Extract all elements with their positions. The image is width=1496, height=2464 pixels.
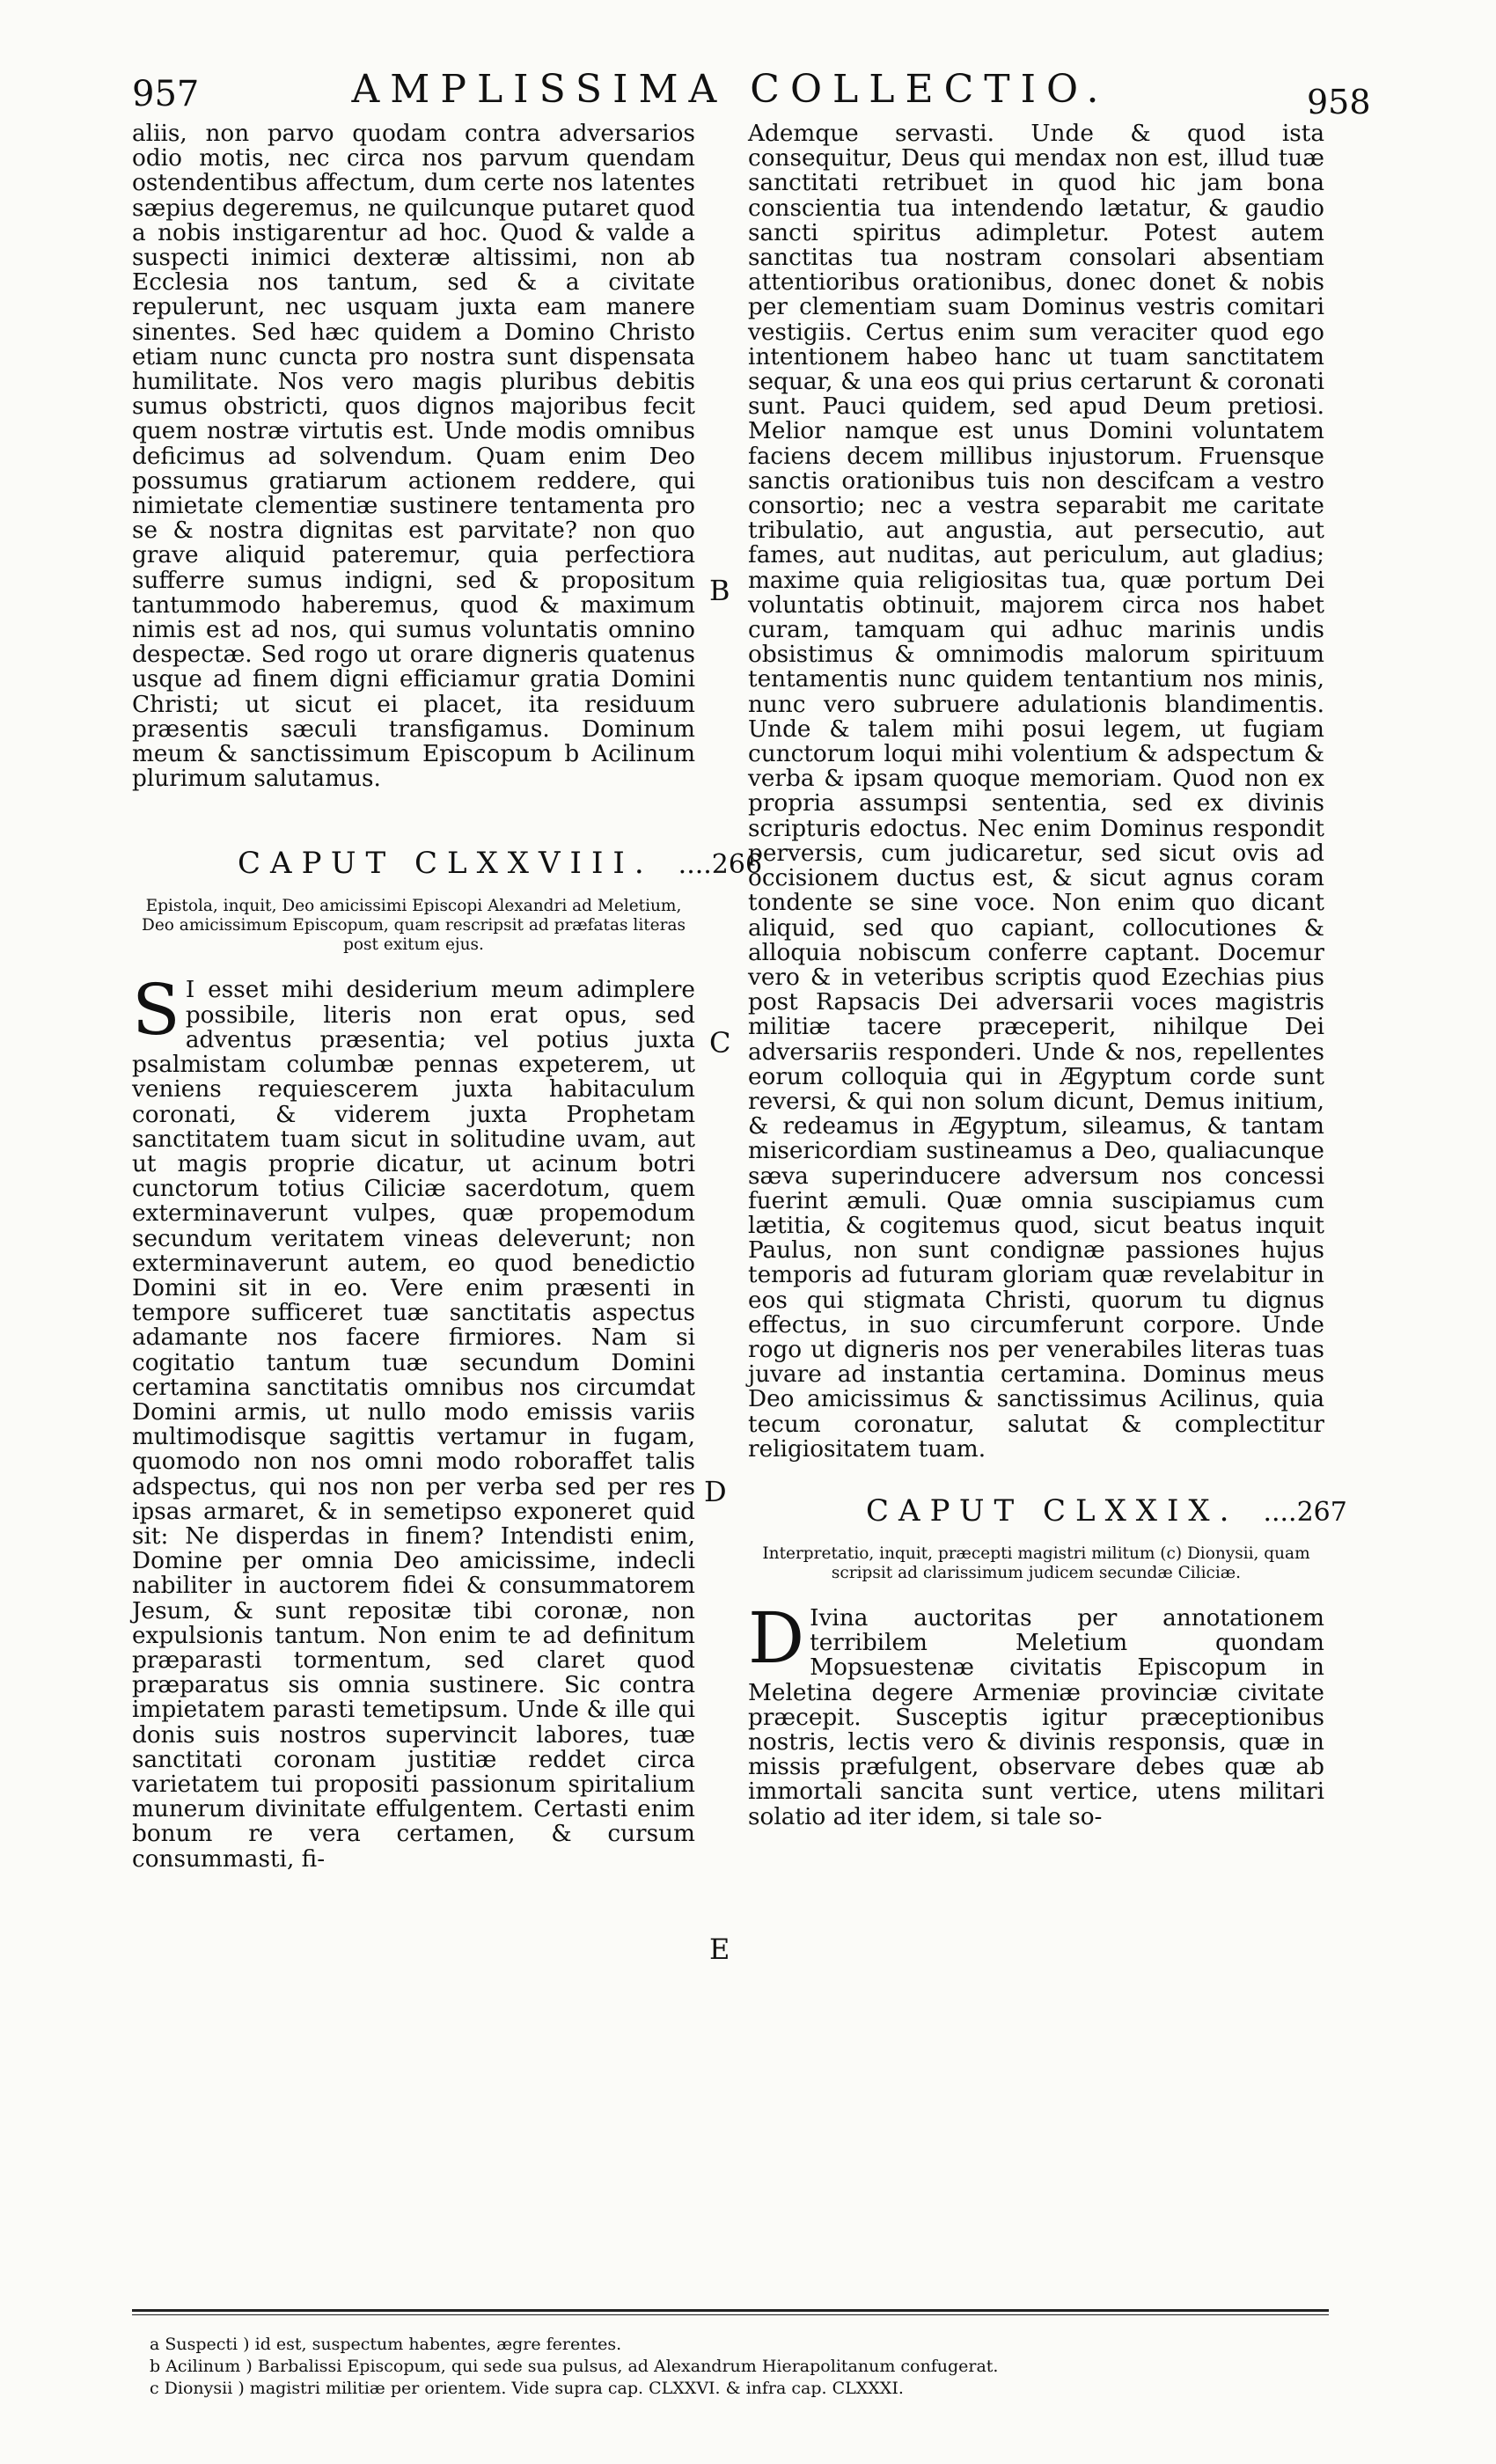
right-paragraph-1: Ademque servasti. Unde & quod ista consequitur, Deus qui mendax non est, illud tuæ sanctitati retribuet in quod hic jam bona conscientia tua intendendo lætatur, & gaudio sancti spiritus adimpletur. Potest autem sanctitas tua nostram consolari absentiam attentioribus orationibus, donec donet & nobis per clementiam suam Dominus vestris comitari vestigiis. Certus enim sum veraciter quod ego intentionem habeo hanc ut tuam sanctitatem sequar, & una eos qui prius certarunt & coronati sunt. Pauci quidem, sed apud Deum pretiosi. Melior namque est unus Domini voluntatem faciens decem millibus injustorum. Fruensque sanctis orationibus tuis non descifcam a vestro consortio; nec a vestra separabit me caritate tribulatio, aut angustia, aut persecutio, aut fames, aut nuditas, aut periculum, aut gladius; maxime quia religiositas tua, quæ portum Dei voluntatis obtinuit, majorem circa nos habet curam, tamquam qui adhuc marinis undis obsistimus & omnimodis malorum spirituum tentamentis nunc quidem tentantium nos minis, nunc vero subruere adulationis blandimentis. Unde & talem mihi posui legem, ut fugiam cunctorum loqui mihi volentium & adspectum & verba & ipsam quoque memoriam. Quod non ex propria assumpsi sententia, sed ex divinis scripturis edoctus. Nec enim Dominus respondit perversis, cum judicaretur, sed sicut ovis ad occisionem ductus est, & sicut agnus coram tondente se sine voce. Non enim quo dicant aliquid, sed quo capiant, collocutiones & alloquia nobiscum conferre captant. Docemur vero & in veteribus scriptis quod Ezechias pius post Rapsacis Dei adversarii voces magistris militiæ tacere præceperit, nihilque Dei adversariis responderi. Unde & nos, repellentes eorum colloquia qui in Ægyptum corde sunt reversi, & qui non solum dicunt, Demus initium, & redeamus in Ægyptum, sileamus, & tantam misericordiam sustineamus a Deo, qualiacunque sæva superinducere adversum nos concessi fuerint æmuli. Quæ omnia suscipiamus cum lætitia, & cogitemus quod, sicut beatus inquit Paulus, non sunt condignæ passiones hujus temporis ad futuram gloriam quæ revelabitur in eos qui stigmata Christi, quorum tu dignus effectus, in suo circumferunt corpore. Unde rogo ut digneris nos per venerabiles literas tuas juvare ad instantia certamina. Dominus meus Deo amicissimus & sanctissimus Acilinus, quia tecum coronatur, salutat & complectitur religiositatem tuam.: [748, 121, 1324, 1463]
page-number-right: 958: [1307, 83, 1371, 121]
chapter-summary: Epistola, inquit, Deo amicissimi Episcopi Alexandri ad Meletium, Deo amicissimum Episcopum, quam rescripsit ad præfatas literas post exitum ejus.: [142, 897, 686, 955]
footnotes: [150, 2334, 1329, 2400]
margin-letter-b: B: [709, 574, 730, 607]
footnote-rule-thin: [132, 2314, 1329, 2315]
chapter-heading-179: [866, 1492, 1347, 1529]
margin-letter-e: E: [709, 1932, 730, 1966]
running-header: [0, 67, 1496, 120]
left-paragraph-1: aliis, non parvo quodam contra adversarios odio motis, nec circa nos parvum quendam ostendentibus affectum, dum certe nos latentes sæpius degeremus, ne quilcunque putaret quod a nobis instigarentur ad hoc. Quod & valde a suspecti inimici dexteræ altissimi, non ab Ecclesia nos tantum, sed & a civitate repulerunt, nec usquam juxta eam manere sinentes. Sed hæc quidem a Domino Christo etiam nunc cuncta pro nostra sunt dispensata humilitate. Nos vero magis pluribus debitis sumus obstricti, quos dignos majoribus fecit quem nostræ virtutis est. Unde modis omnibus deficimus ad solvendum. Quam enim Deo possumus gratiarum actionem reddere, qui nimietate clementiæ sustinere tentamenta pro se & nostra dignitas est parvitate? non quo grave aliquid pateremur, quia perfectiora sufferre sumus indigni, sed & propositum tantummodo haberemus, quod & maximum nimis est ad nos, qui sumus voluntatis omnino despectæ. Sed rogo ut orare digneris quatenus usque ad finem digni efficiamur gratia Domini Christi; ut sicut ei placet, ita residuum præsentis sæculi transfigamus. Dominum meum & sanctissimum Episcopum b Acilinum plurimum salutamus.: [132, 121, 695, 793]
margin-letter-c: C: [709, 1026, 731, 1060]
left-column: [132, 121, 763, 1873]
page-number-left: 957: [132, 74, 200, 114]
footnote-c: c Dionysii ) magistri militiæ per orientem. Vide supra cap. CLXXVI. & infra cap. CLXXXI.: [150, 2379, 904, 2398]
drop-cap: S: [132, 969, 180, 1052]
footnote-rule: [132, 2309, 1329, 2312]
right-column: [748, 121, 1347, 1830]
chapter-summary: Interpretatio, inquit, præcepti magistri militum (c) Dionysii, quam scripsit ad clarissimum judicem secundæ Ciliciæ.: [762, 1544, 1310, 1582]
drop-cap: D: [748, 1596, 805, 1679]
footnote-b: b Acilinum ) Barbalissi Episcopum, qui sede sua pulsus, ad Alexandrum Hierapolitanum confugerat.: [150, 2357, 999, 2376]
left-paragraph-2-text: I esset mihi desiderium meum adimplere possibile, literis non erat opus, sed adventus præsentia; vel potius juxta psalmistam columbæ pennas expeterem, ut veniens requiescerem juxta habitaculum coronati, & viderem juxta Prophetam sanctitatem tuam sicut in solitudine uvam, aut ut magis proprie dicatur, ut acinum botri cunctorum totius Ciliciæ sacerdotum, quem exterminaverunt vulpes, quæ propemodum secundum veritatem vineas deleverunt; non exterminaverunt autem, eo quod benedictio Domini sit in eo. Vere enim præsenti in tempore sufficeret tuæ sanctitatis aspectus adamante nos facere firmiores. Nam si cogitatio tantum tuæ secundum Domini certamina sanctitatis omnibus nos circumdat Domini armis, ut nullo modo emissis variis multimodisque sagittis vertamur in fugam, quomodo non nos omni modo roboraffet talis adspectus, qui nos non per verba sed per res ipsas armaret, & in semetipso exponeret quid sit: Ne disperdas in finem? Intendisti enim, Domine per omnia Deo amicissime, indecli nabiliter in auctorem fidei & consummatorem Jesum, & sunt repositæ tibi coronæ, non expulsionis tantum. Non enim te ad definitum præparasti tormentum, sed claret quod præparatus sis omnia sustinere. Sic contra impietatem parasti temetipsum. Unde & ille qui donis suis nostros supervincit labores, tuæ sanctitati coronam justitiæ reddet circa varietatem tui propositi passionum spiritalium munerum divinitate effulgentem. Certasti enim bonum re vera certamen, & cursum consummasti, fi-: [132, 977, 695, 1873]
chapter-heading-178: [238, 846, 763, 882]
margin-letter-d: D: [704, 1475, 727, 1508]
left-paragraph-2: [132, 969, 695, 1873]
footnote-a: a Suspecti ) id est, suspectum habentes, ægre ferentes.: [150, 2335, 622, 2354]
chapter-title: CAPUT CLXXVIII.: [238, 846, 654, 882]
chapter-ref: ....267: [1263, 1496, 1347, 1528]
right-paragraph-2: [748, 1596, 1324, 1830]
running-title: AMPLISSIMA COLLECTIO.: [351, 67, 1110, 112]
chapter-ref: ....266: [678, 849, 763, 881]
right-paragraph-2-text: Ivina auctoritas per annotationem terribilem Meletium quondam Mopsuestenæ civitatis Episcopum in Meletina degere Armeniæ provinciæ civitate præcepit. Susceptis igitur præceptionibus nostris, lectis vero & divinis responsis, quæ in missis præfulgent, observare debes quæ ab immortali sancita sunt vertice, utens militari solatio ad iter idem, si tale so-: [748, 1604, 1324, 1830]
chapter-title: CAPUT CLXXIX.: [866, 1492, 1239, 1529]
